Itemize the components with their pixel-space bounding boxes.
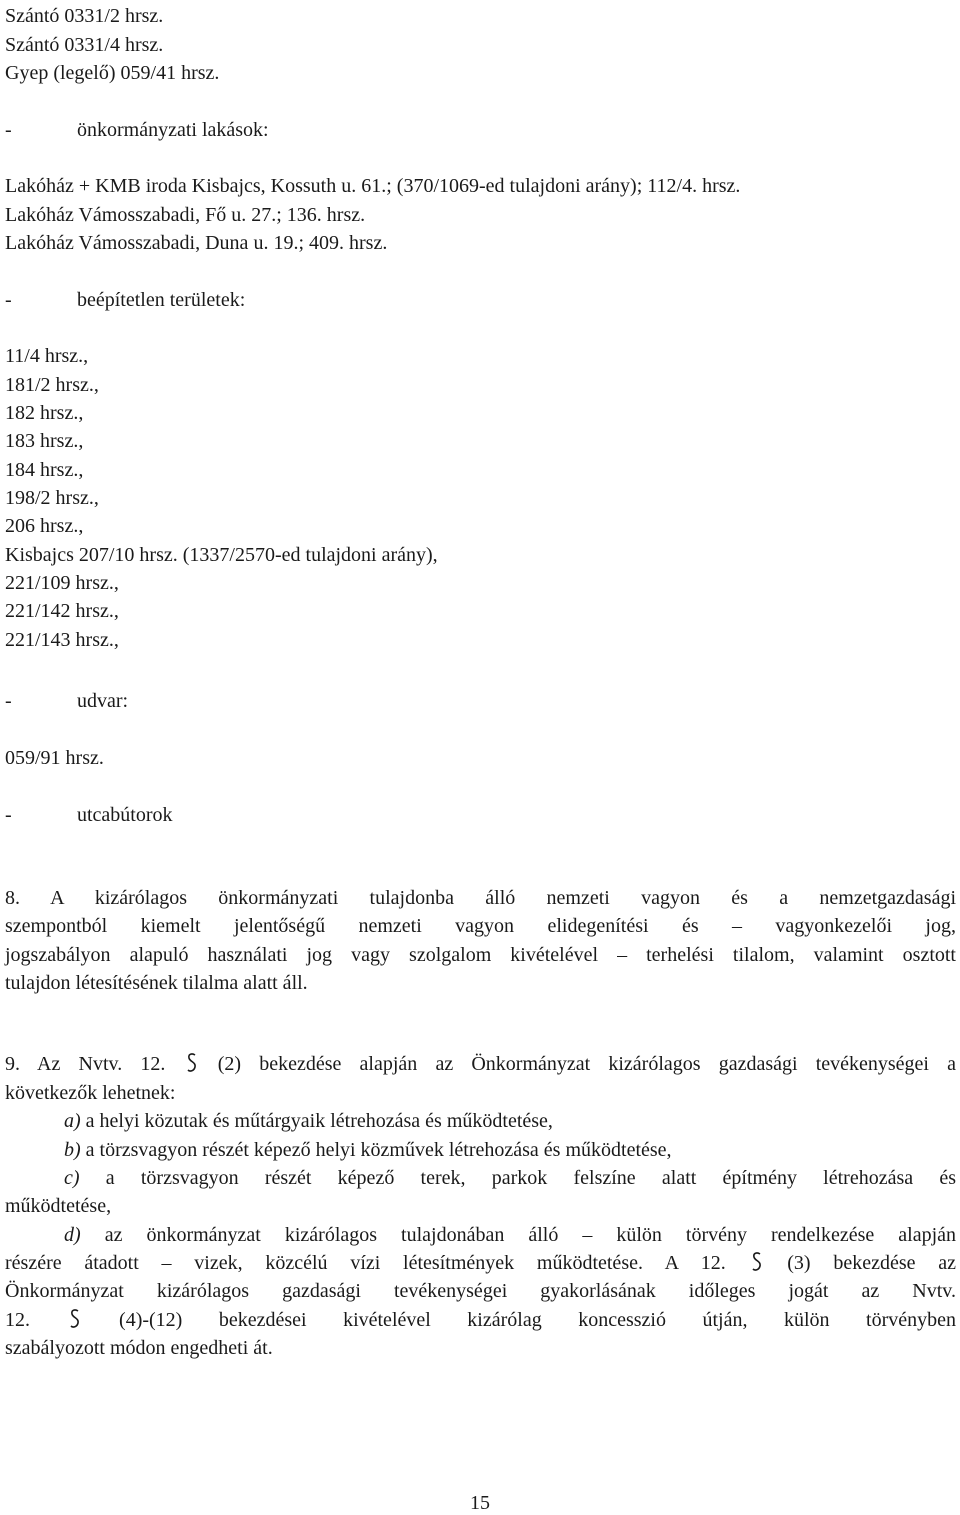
list-marker: c) xyxy=(64,1167,80,1189)
list-item-d xyxy=(64,1223,956,1247)
list-item-c xyxy=(64,1166,956,1190)
section-sign-icon xyxy=(67,1308,83,1330)
paragraph-8-line: jogszabályon alapuló használati jog vagy szolgalom kivételével – terhelési tilalom, valamint osztott xyxy=(5,944,956,966)
text-run: 12. xyxy=(5,1309,30,1331)
paragraph-8-line: szempontból kiemelt jelentőségű nemzeti vagyon elidegenítési és – vagyonkezelői jog, xyxy=(5,915,956,937)
page-number: 15 xyxy=(470,1492,490,1514)
list-marker: a) xyxy=(64,1110,81,1132)
list-heading-beepitetlen xyxy=(5,288,245,312)
text-line: Lakóház + KMB iroda Kisbajcs, Kossuth u. 61.; (370/1069-ed tulajdoni arány); 112/4. hrsz. xyxy=(5,175,741,197)
text-line: Kisbajcs 207/10 hrsz. (1337/2570-ed tulajdoni arány), xyxy=(5,544,438,566)
list-marker: d) xyxy=(64,1224,81,1246)
text-line: 221/109 hrsz., xyxy=(5,572,119,594)
text-line: 183 hrsz., xyxy=(5,430,84,452)
text-line: 221/142 hrsz., xyxy=(5,600,119,622)
paragraph-9-line: Önkormányzat kizárólagos gazdasági tevékenységei gyakorlásának időleges jogát az Nvtv. xyxy=(5,1280,956,1302)
text-line: 221/143 hrsz., xyxy=(5,629,119,651)
list-item-b xyxy=(64,1138,672,1162)
text-line: 206 hrsz., xyxy=(5,515,84,537)
text-line: 184 hrsz., xyxy=(5,459,84,481)
dash: - xyxy=(5,804,12,826)
text-run: (2) bekezdése alapján az Önkormányzat kizárólagos gazdasági tevékenységei a xyxy=(217,1053,957,1075)
text-run: 9. Az Nvtv. 12. xyxy=(5,1053,166,1075)
paragraph-8-line: tulajdon létesítésének tilalma alatt áll. xyxy=(5,972,308,994)
paragraph-9-line xyxy=(5,1251,956,1275)
list-heading-lakasok xyxy=(5,118,269,142)
text-run: (4)-(12) bekezdései kivételével kizárólag koncesszió útján, külön törvényben xyxy=(119,1309,957,1331)
heading-text: utcabútorok xyxy=(77,804,173,826)
paragraph-9-line xyxy=(5,1052,956,1076)
list-heading-udvar xyxy=(5,689,128,713)
paragraph-9-line xyxy=(5,1308,956,1332)
text-line: Gyep (legelő) 059/41 hrsz. xyxy=(5,62,220,84)
section-sign-icon xyxy=(749,1251,765,1273)
paragraph-9-line: következők lehetnek: xyxy=(5,1082,176,1104)
text-line: 059/91 hrsz. xyxy=(5,747,104,769)
text-run: a törzsvagyon részét képező terek, parkok felszíne alatt építmény létrehozása és xyxy=(105,1167,956,1189)
paragraph-9-line: szabályozott módon engedheti át. xyxy=(5,1337,273,1359)
heading-text: udvar: xyxy=(77,690,129,712)
paragraph-8-line: 8. A kizárólagos önkormányzati tulajdonba álló nemzeti vagyon és a nemzetgazdasági xyxy=(5,887,956,909)
dash: - xyxy=(5,289,12,311)
text-line: Lakóház Vámosszabadi, Fő u. 27.; 136. hrsz. xyxy=(5,204,366,226)
text-run: a törzsvagyon részét képező helyi közművek létrehozása és működtetése, xyxy=(85,1139,672,1161)
list-item-c-cont: működtetése, xyxy=(5,1195,112,1217)
text-line: 181/2 hrsz., xyxy=(5,374,99,396)
heading-text: beépítetlen területek: xyxy=(77,289,246,311)
text-line: Lakóház Vámosszabadi, Duna u. 19.; 409. hrsz. xyxy=(5,232,388,254)
dash: - xyxy=(5,690,12,712)
heading-text: önkormányzati lakások: xyxy=(77,119,269,141)
section-sign-icon xyxy=(184,1052,200,1074)
text-line: 198/2 hrsz., xyxy=(5,487,99,509)
text-line: Szántó 0331/2 hrsz. xyxy=(5,5,164,27)
list-marker: b) xyxy=(64,1139,81,1161)
text-line: 182 hrsz., xyxy=(5,402,84,424)
text-run: részére átadott – vizek, közcélú vízi létesítmények működtetése. A 12. xyxy=(5,1252,726,1274)
text-run: (3) bekezdése az xyxy=(787,1252,957,1274)
list-heading-utcabutorok xyxy=(5,803,173,827)
text-line: Szántó 0331/4 hrsz. xyxy=(5,34,164,56)
text-run: az önkormányzat kizárólagos tulajdonában álló – külön törvény rendelkezése alapján xyxy=(104,1224,957,1246)
text-line: 11/4 hrsz., xyxy=(5,345,89,367)
text-run: a helyi közutak és műtárgyaik létrehozása és működtetése, xyxy=(85,1110,553,1132)
dash: - xyxy=(5,119,12,141)
list-item-a xyxy=(64,1109,553,1133)
